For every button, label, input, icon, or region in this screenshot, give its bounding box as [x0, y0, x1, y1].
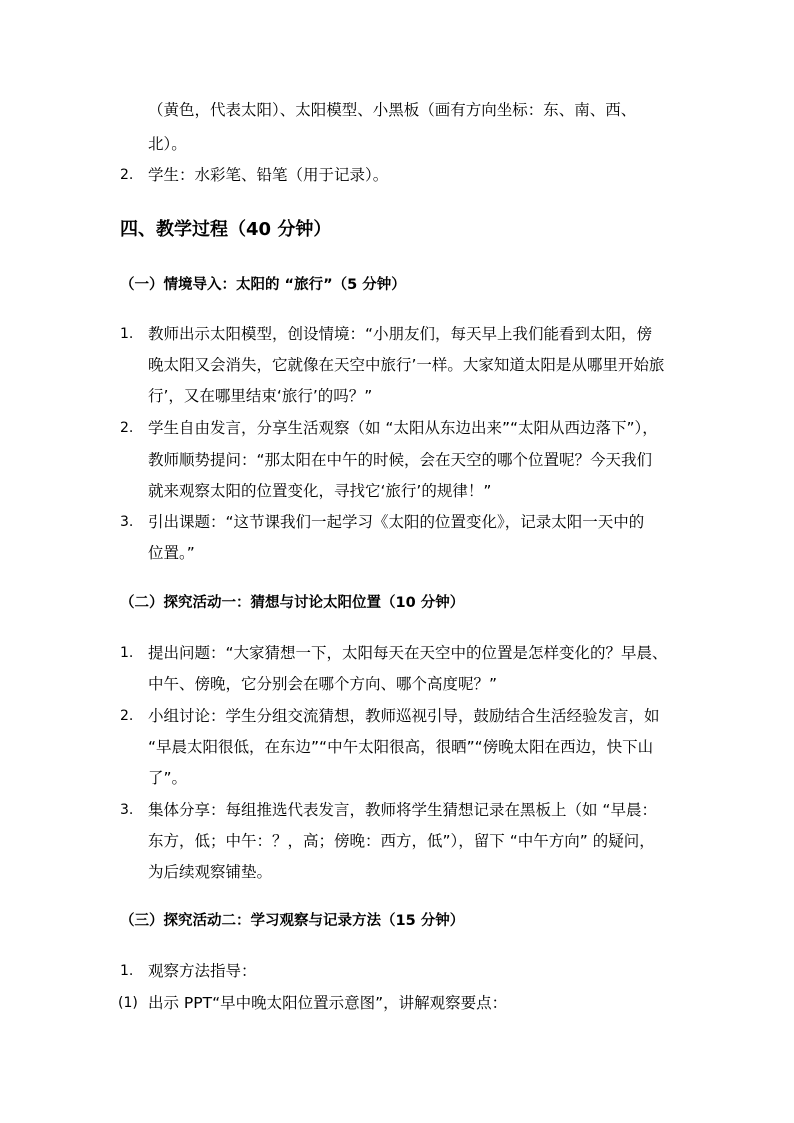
- activity1-item-2-number: 2.: [120, 708, 134, 724]
- activity2-subitem-1-number: (1): [118, 995, 138, 1011]
- activity2-item-1-text: 观察方法指导：: [148, 962, 257, 980]
- activity2-subitem-1-text: 出示 PPT“早中晚太阳位置示意图”，讲解观察要点：: [148, 994, 508, 1012]
- subsection-heading-activity-2: （三）探究活动二：学习观察与记录方法（15 分钟）: [120, 913, 465, 929]
- subsection-heading-activity-1: （二）探究活动一：猜想与讨论太阳位置（10 分钟）: [120, 595, 465, 611]
- intro-item-2-line-1: 学生自由发言，分享生活观察（如 “太阳从东边出来”“太阳从西边落下”），: [148, 419, 658, 437]
- activity1-item-2-line-3: 了”。: [148, 769, 188, 787]
- activity1-item-1-line-1: 提出问题：“大家猜想一下，太阳每天在天空中的位置是怎样变化的？早晨、: [148, 644, 668, 662]
- section-heading-teaching-process: 四、教学过程（40 分钟）: [120, 219, 332, 240]
- intro-item-3-number: 3.: [120, 514, 134, 530]
- intro-item-1-line-2: 晚太阳又会消失，它就像在天空中旅行’一样。大家知道太阳是从哪里开始旅: [148, 356, 665, 374]
- activity1-item-1-line-2: 中午、傍晚，它分别会在哪个方向、哪个高度呢？”: [148, 675, 498, 693]
- materials-item-2-text: 学生：水彩笔、铅笔（用于记录）。: [148, 166, 389, 184]
- materials-continuation-line-2: 北）。: [148, 135, 187, 153]
- intro-item-1-line-3: 行’，又在哪里结束‘旅行’的吗？”: [148, 387, 373, 405]
- activity2-item-1-number: 1.: [120, 963, 134, 979]
- activity1-item-2-line-1: 小组讨论：学生分组交流猜想，教师巡视引导，鼓励结合生活经验发言，如: [148, 707, 660, 725]
- activity1-item-3-line-3: 为后续观察铺垫。: [148, 863, 273, 881]
- activity1-item-2-line-2: “早晨太阳很低，在东边”“中午太阳很高，很晒”“傍晚太阳在西边，快下山: [148, 738, 654, 756]
- subsection-heading-intro: （一）情境导入：太阳的 “旅行”（5 分钟）: [120, 277, 406, 293]
- activity1-item-3-line-1: 集体分享：每组推选代表发言，教师将学生猜想记录在黑板上（如 “早晨：: [148, 801, 657, 819]
- intro-item-3-line-1: 引出课题：“这节课我们一起学习《太阳的位置变化》，记录太阳一天中的: [148, 513, 645, 531]
- intro-item-1-line-1: 教师出示太阳模型，创设情境：“小朋友们，每天早上我们能看到太阳，傍: [148, 325, 653, 343]
- intro-item-2-number: 2.: [120, 420, 134, 436]
- intro-item-3-line-2: 位置。”: [148, 544, 195, 562]
- activity1-item-1-number: 1.: [120, 645, 134, 661]
- activity1-item-3-number: 3.: [120, 802, 134, 818]
- intro-item-2-line-2: 教师顺势提问：“那太阳在中午的时候，会在天空的哪个位置呢？今天我们: [148, 451, 653, 469]
- activity1-item-3-line-2: 东方，低；中午：？，高；傍晚：西方，低”），留下 “中午方向” 的疑问，: [148, 832, 655, 850]
- materials-continuation-line-1: （黄色，代表太阳）、太阳模型、小黑板（画有方向坐标：东、南、西、: [148, 101, 637, 119]
- intro-item-2-line-3: 就来观察太阳的位置变化，寻找它‘旅行’的规律！”: [148, 482, 492, 500]
- intro-item-1-number: 1.: [120, 326, 134, 342]
- materials-item-2-number: 2.: [120, 167, 134, 183]
